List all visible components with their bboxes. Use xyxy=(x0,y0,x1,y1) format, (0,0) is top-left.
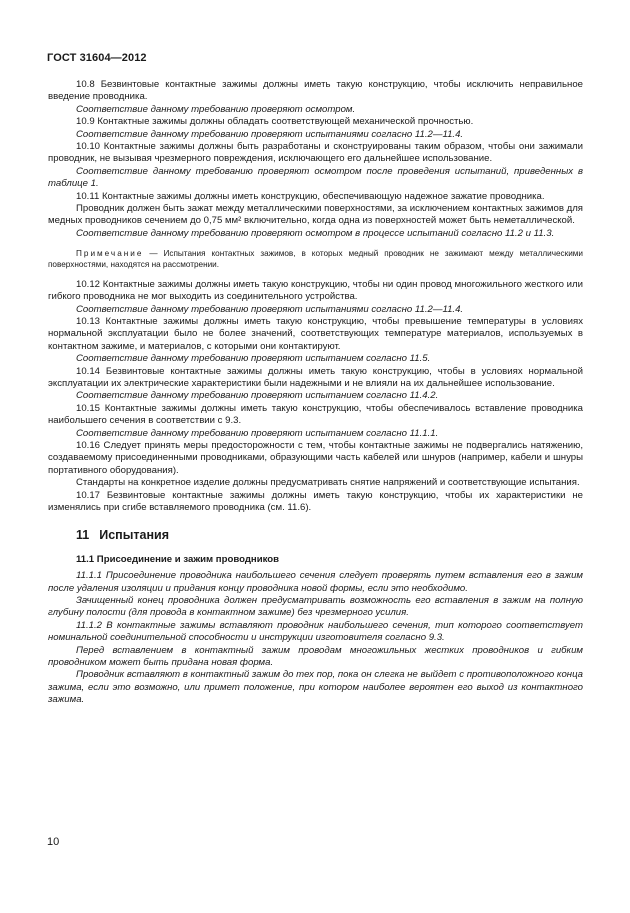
clause-10-13: 10.13 Контактные зажимы должны иметь такую конструкцию, чтобы превышение температуры в условиях нормальной эксплуатации было не более значений, соответствующих температуре материалов, используемых в контактном зажиме, и материалов, с которыми они контактируют. xyxy=(48,315,583,352)
clause-10-12: 10.12 Контактные зажимы должны иметь такую конструкцию, чтобы ни один провод многожильного жесткого или гибкого проводника не мог выходить из соединительного устройства. xyxy=(48,278,583,303)
clause-10-12-compliance: Соответствие данному требованию проверяют испытаниями согласно 11.2—11.4. xyxy=(76,303,464,315)
clause-10-14: 10.14 Безвинтовые контактные зажимы должны иметь такую конструкцию, чтобы в условиях нормальной эксплуатации их электрические характеристики были надежными и не влияли на их дальнейшее использование. xyxy=(48,365,583,389)
note xyxy=(48,248,583,270)
clause-10-9-compliance: Соответствие данному требованию проверяют испытаниями согласно 11.2—11.4. xyxy=(76,128,464,140)
clause-10-13-compliance: Соответствие данному требованию проверяют испытанием согласно 11.5. xyxy=(76,353,431,365)
clause-10-15: 10.15 Контактные зажимы должны иметь такую конструкцию, чтобы обеспечивалось вставление проводника наибольшего сечения в соответствии с 9.3. xyxy=(48,402,583,427)
clause-10-16: 10.16 Следует принять меры предосторожности с тем, чтобы контактные зажимы не подвергались натяжению, создаваемому присоединенными проводниками, образующими часть кабелей или шнуров (например, кабели и шнуры портативного оборудования). xyxy=(48,439,583,476)
clause-10-9: 10.9 Контактные зажимы должны обладать соответствующей механической прочностью. xyxy=(76,116,474,128)
document-code-header: ГОСТ 31604—2012 xyxy=(47,52,147,64)
clause-10-11: 10.11 Контактные зажимы должны иметь конструкцию, обеспечивающую надежное зажатие проводника. xyxy=(76,190,545,202)
clause-11-1-2-text: Перед вставлением в контактный зажим проводам многожильных жестких проводников и гибким проводником может быть придана новая форма. xyxy=(48,644,583,669)
clause-10-15-compliance: Соответствие данному требованию проверяют испытанием согласно 11.1.1. xyxy=(76,427,439,439)
section-11-title: Испытания xyxy=(99,528,169,543)
clause-10-8: 10.8 Безвинтовые контактные зажимы должны иметь такую конструкцию, чтобы исключить неправильное введение проводника. xyxy=(48,79,583,103)
clause-10-16-text: Стандарты на конкретное изделие должны предусматривать снятие напряжений и соответствующие испытания. xyxy=(76,477,580,489)
page-number: 10 xyxy=(47,836,60,848)
clause-11-1-1-text: Зачищенный конец проводника должен предусматривать возможность его вставления в зажим на полную глубину полости (для провода в контактном зажиме) без чрезмерного усилия. xyxy=(48,595,583,619)
note-text: — Испытания контактных зажимов, в которых медный проводник не зажимают между металлическими поверхностями, находятся на рассмотрении. xyxy=(48,249,583,270)
document-body xyxy=(48,79,583,707)
clause-11-1-2: 11.1.2 В контактные зажимы вставляют проводник наибольшего сечения, тип которого соответствует номинальной соединительной способности и инструкции изготовителя согласно 9.3. xyxy=(48,619,583,644)
clause-10-14-compliance: Соответствие данному требованию проверяют испытанием согласно 11.4.2. xyxy=(76,390,439,402)
clause-10-11-compliance: Соответствие данному требованию проверяют осмотром в процессе испытаний согласно 11.2 и 11.3. xyxy=(76,227,555,239)
clause-10-11-text: Проводник должен быть зажат между металлическими поверхностями, за исключением контактных зажимов для медных проводников сечением до 0,75 мм² включительно, когда одна из поверхностей может быть неметаллической. xyxy=(48,203,583,227)
section-11-number: 11 xyxy=(76,528,90,543)
section-11-heading xyxy=(48,529,583,541)
note-label: Примечание xyxy=(76,249,144,259)
clause-11-1-2-text-2: Проводник вставляют в контактный зажим до тех пор, пока он слегка не выйдет с противоположного конца зажима, если это возможно, или примет положение, при котором наиболее вероятен его выход из контактного зажима. xyxy=(48,669,583,706)
clause-10-10: 10.10 Контактные зажимы должны быть разработаны и сконструированы таким образом, чтобы они зажимали проводник, не вызывая чрезмерного повреждения, исключающего его дальнейшее использование. xyxy=(48,141,583,165)
clause-10-17: 10.17 Безвинтовые контактные зажимы должны иметь такую конструкцию, чтобы их характеристики не изменялись при сгибе вставляемого проводника (см. 11.6). xyxy=(48,489,583,513)
clause-10-10-compliance: Соответствие данному требованию проверяют осмотром после проведения испытаний, приведенных в таблице 1. xyxy=(48,165,583,190)
subsection-11-1-heading: 11.1 Присоединение и зажим проводников xyxy=(76,553,280,565)
clause-11-1-1: 11.1.1 Присоединение проводника наибольшего сечения следует проверять путем вставления его в зажим после удаления изоляции и придания концу проводника новой формы, если это необходимо. xyxy=(48,570,583,594)
clause-10-8-compliance: Соответствие данному требованию проверяют осмотром. xyxy=(76,103,356,115)
